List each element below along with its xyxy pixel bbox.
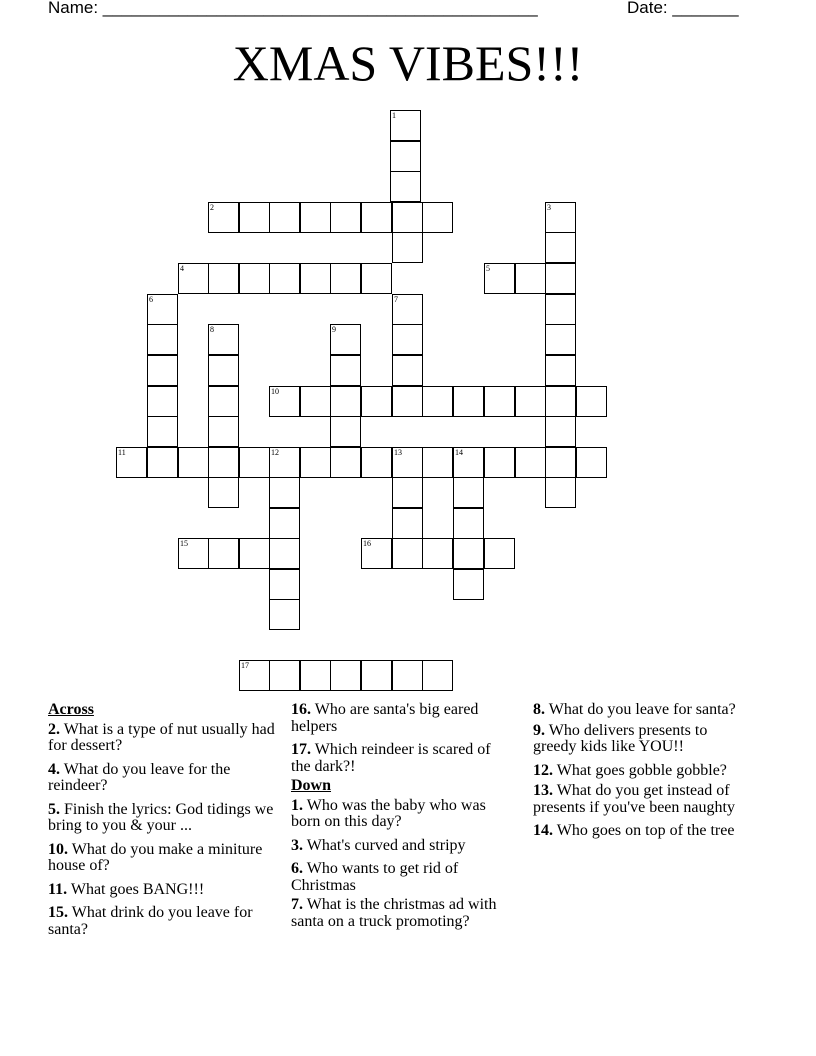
cell-number: 4 xyxy=(180,264,184,273)
grid-cell[interactable] xyxy=(147,355,178,386)
grid-cell[interactable] xyxy=(269,569,300,600)
grid-cell[interactable] xyxy=(361,447,392,478)
grid-cell[interactable] xyxy=(269,263,300,294)
grid-cell[interactable] xyxy=(453,538,484,569)
grid-cell[interactable] xyxy=(239,447,270,478)
grid-cell[interactable] xyxy=(330,447,361,478)
clue-down-6: 6. Who wants to get rid of Christmas xyxy=(291,860,459,894)
grid-cell[interactable] xyxy=(361,660,392,691)
grid-cell[interactable] xyxy=(422,447,453,478)
clue-down-7: 7. What is the christmas ad with santa on a truck promoting? xyxy=(291,896,497,930)
clue-down-14: 14. Who goes on top of the tree xyxy=(533,822,735,839)
grid-cell[interactable] xyxy=(422,202,453,233)
grid-cell[interactable] xyxy=(576,386,607,417)
clue-down-13: 13. What do you get instead of presents if you've been naughty xyxy=(533,782,735,816)
grid-cell[interactable] xyxy=(330,416,361,447)
clue-column-1 xyxy=(48,702,280,945)
grid-cell[interactable] xyxy=(390,141,421,172)
grid-cell[interactable] xyxy=(208,324,239,355)
grid-cell[interactable] xyxy=(392,294,423,325)
grid-cell[interactable] xyxy=(545,294,576,325)
grid-cell[interactable] xyxy=(453,447,484,478)
clue-across-5: 5. Finish the lyrics: God tidings we bring to you & your ... xyxy=(48,800,274,834)
clue-across-10: 10. What do you make a miniture house of? xyxy=(48,840,263,874)
grid-cell[interactable] xyxy=(300,660,331,691)
grid-cell[interactable] xyxy=(269,447,300,478)
grid-cell[interactable] xyxy=(545,416,576,447)
grid-cell[interactable] xyxy=(239,263,270,294)
clue-down-3: 3. What's curved and stripy xyxy=(291,836,466,854)
grid-cell[interactable] xyxy=(390,110,421,141)
grid-cell[interactable] xyxy=(116,447,147,478)
clue-column-3 xyxy=(533,702,753,847)
grid-cell[interactable] xyxy=(330,386,361,417)
grid-cell[interactable] xyxy=(392,386,423,417)
grid-cell[interactable] xyxy=(330,660,361,691)
grid-cell[interactable] xyxy=(269,386,300,417)
grid-cell[interactable] xyxy=(545,202,576,233)
across-heading: Across xyxy=(48,701,94,718)
grid-cell[interactable] xyxy=(453,386,484,417)
date-line: Date: _______ xyxy=(627,0,739,17)
grid-cell[interactable] xyxy=(147,447,178,478)
grid-cell[interactable] xyxy=(178,263,209,294)
name-line: Name: ______________________________________________ xyxy=(48,0,538,17)
cell-number: 3 xyxy=(547,203,551,212)
grid-cell[interactable] xyxy=(147,324,178,355)
cell-number: 5 xyxy=(486,264,490,273)
grid-cell[interactable] xyxy=(361,538,392,569)
clue-column-2 xyxy=(291,702,513,937)
grid-cell[interactable] xyxy=(330,355,361,386)
grid-cell[interactable] xyxy=(239,660,270,691)
cell-number: 6 xyxy=(149,295,153,304)
down-heading: Down xyxy=(291,777,332,794)
cell-number: 13 xyxy=(394,448,402,457)
grid-cell[interactable] xyxy=(515,263,546,294)
cell-number: 8 xyxy=(210,325,214,334)
clue-down-8: 8. What do you leave for santa? xyxy=(533,701,736,718)
grid-cell[interactable] xyxy=(361,202,392,233)
grid-cell[interactable] xyxy=(330,202,361,233)
grid-cell[interactable] xyxy=(484,538,515,569)
grid-cell[interactable] xyxy=(484,386,515,417)
grid-cell[interactable] xyxy=(300,263,331,294)
grid-cell[interactable] xyxy=(178,538,209,569)
grid-cell[interactable] xyxy=(545,477,576,508)
cell-number: 17 xyxy=(241,661,249,670)
grid-cell[interactable] xyxy=(390,171,421,202)
grid-cell[interactable] xyxy=(330,324,361,355)
clue-down-9: 9. Who delivers presents to greedy kids like YOU!! xyxy=(533,721,708,755)
puzzle-title: XMAS VIBES!!! xyxy=(232,35,584,91)
grid-cell[interactable] xyxy=(300,386,331,417)
cell-number: 10 xyxy=(271,387,279,396)
grid-cell[interactable] xyxy=(484,447,515,478)
grid-cell[interactable] xyxy=(178,447,209,478)
grid-cell[interactable] xyxy=(545,324,576,355)
grid-cell[interactable] xyxy=(392,508,423,539)
cell-number: 9 xyxy=(332,325,336,334)
grid-cell[interactable] xyxy=(545,355,576,386)
grid-cell[interactable] xyxy=(484,263,515,294)
grid-cell[interactable] xyxy=(330,263,361,294)
grid-cell[interactable] xyxy=(392,355,423,386)
grid-cell[interactable] xyxy=(300,202,331,233)
grid-cell[interactable] xyxy=(361,386,392,417)
grid-cell[interactable] xyxy=(239,202,270,233)
grid-cell[interactable] xyxy=(453,569,484,600)
grid-cell[interactable] xyxy=(269,599,300,630)
grid-cell[interactable] xyxy=(515,447,546,478)
cell-number: 14 xyxy=(455,448,463,457)
grid-cell[interactable] xyxy=(208,355,239,386)
grid-cell[interactable] xyxy=(147,386,178,417)
clue-across-17: 17. Which reindeer is scared of the dark?! xyxy=(291,741,491,775)
clue-across-2: 2. What is a type of nut usually had for dessert? xyxy=(48,720,275,754)
grid-cell[interactable] xyxy=(392,232,423,263)
grid-cell[interactable] xyxy=(422,538,453,569)
grid-cell[interactable] xyxy=(269,538,300,569)
grid-cell[interactable] xyxy=(147,294,178,325)
grid-cell[interactable] xyxy=(208,416,239,447)
grid-cell[interactable] xyxy=(392,324,423,355)
grid-cell[interactable] xyxy=(576,447,607,478)
grid-cell[interactable] xyxy=(269,508,300,539)
cell-number: 15 xyxy=(180,539,188,548)
grid-cell[interactable] xyxy=(208,447,239,478)
grid-cell[interactable] xyxy=(392,202,423,233)
cell-number: 12 xyxy=(271,448,279,457)
clue-across-15: 15. What drink do you leave for santa? xyxy=(48,904,253,938)
grid-cell[interactable] xyxy=(545,447,576,478)
grid-cell[interactable] xyxy=(208,263,239,294)
clue-across-16: 16. Who are santa's big eared helpers xyxy=(291,701,479,735)
grid-cell[interactable] xyxy=(147,416,178,447)
grid-cell[interactable] xyxy=(453,477,484,508)
grid-cell[interactable] xyxy=(361,263,392,294)
grid-cell[interactable] xyxy=(269,202,300,233)
grid-cell[interactable] xyxy=(545,263,576,294)
grid-cell[interactable] xyxy=(392,538,423,569)
grid-cell[interactable] xyxy=(515,386,546,417)
cell-number: 16 xyxy=(363,539,371,548)
grid-cell[interactable] xyxy=(422,660,453,691)
grid-cell[interactable] xyxy=(208,386,239,417)
grid-cell[interactable] xyxy=(208,477,239,508)
cell-number: 7 xyxy=(394,295,398,304)
grid-cell[interactable] xyxy=(208,538,239,569)
grid-cell[interactable] xyxy=(545,386,576,417)
clue-down-1: 1. Who was the baby who was born on this day? xyxy=(291,796,486,830)
cell-number: 11 xyxy=(118,448,126,457)
cell-number: 1 xyxy=(392,111,396,120)
clue-across-4: 4. What do you leave for the reindeer? xyxy=(48,760,231,794)
grid-cell[interactable] xyxy=(422,386,453,417)
grid-cell[interactable] xyxy=(208,202,239,233)
grid-cell[interactable] xyxy=(392,447,423,478)
grid-cell[interactable] xyxy=(269,477,300,508)
grid-cell[interactable] xyxy=(269,660,300,691)
clue-down-12: 12. What goes gobble gobble? xyxy=(533,761,727,779)
grid-cell[interactable] xyxy=(300,447,331,478)
grid-cell[interactable] xyxy=(239,538,270,569)
grid-cell[interactable] xyxy=(453,508,484,539)
grid-cell[interactable] xyxy=(392,477,423,508)
grid-cell[interactable] xyxy=(392,660,423,691)
grid-cell[interactable] xyxy=(545,232,576,263)
cell-number: 2 xyxy=(210,203,214,212)
clue-across-11: 11. What goes BANG!!! xyxy=(48,880,205,898)
